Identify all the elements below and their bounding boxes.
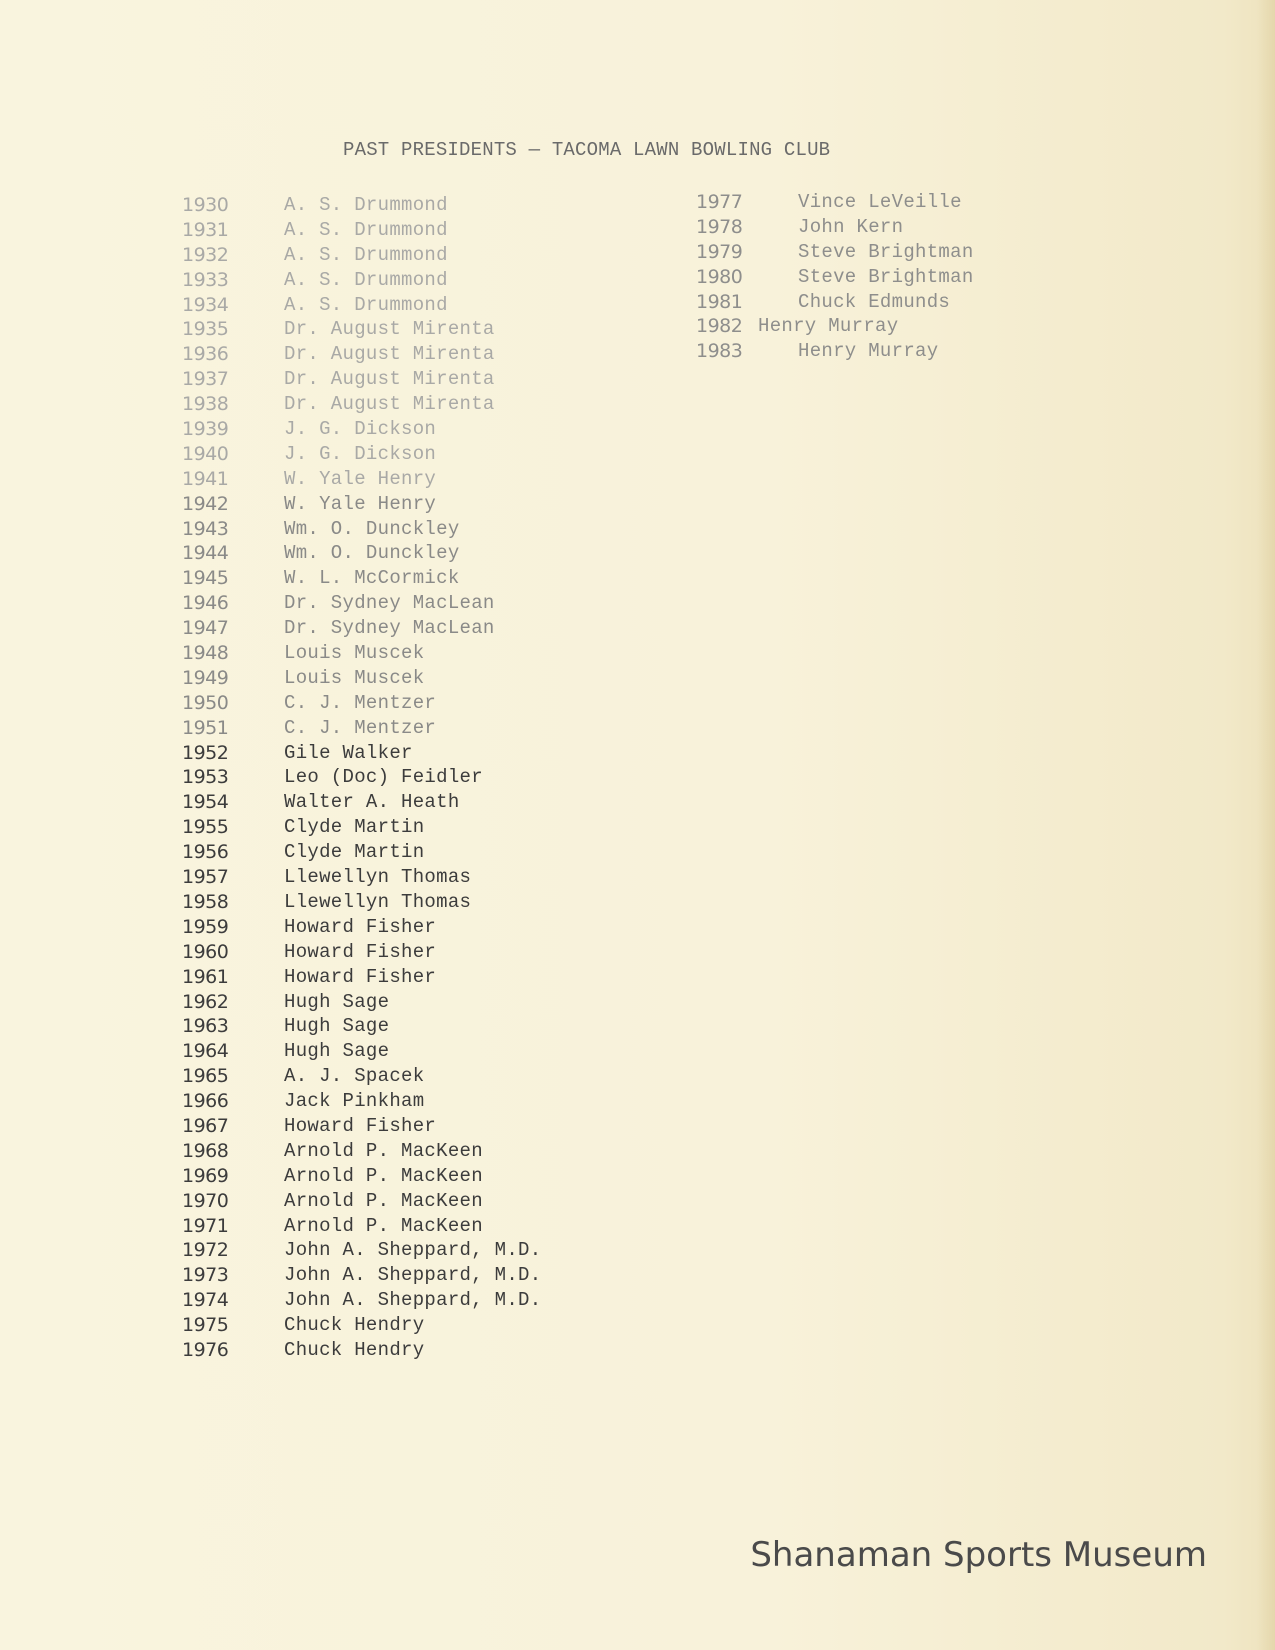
entry-name: Steve Brightman	[798, 240, 974, 263]
entry-name: W. L. McCormick	[284, 567, 460, 590]
entry-name: Arnold P. MacKeen	[284, 1139, 483, 1162]
entry-year: 1935	[182, 318, 229, 341]
presidents-list-left	[182, 193, 541, 1363]
president-entry	[182, 641, 541, 666]
entry-name: Arnold P. MacKeen	[284, 1164, 483, 1187]
entry-name: Steve Brightman	[798, 265, 974, 288]
president-entry	[696, 314, 974, 339]
president-entry	[182, 965, 541, 990]
entry-name: John A. Sheppard, M.D.	[284, 1239, 542, 1262]
entry-name: Hugh Sage	[284, 1040, 390, 1063]
president-entry	[696, 339, 974, 364]
president-entry	[182, 915, 541, 940]
president-entry	[696, 190, 974, 215]
entry-year: 1931	[182, 218, 229, 241]
president-entry	[182, 1238, 541, 1263]
president-entry	[182, 193, 541, 218]
entry-year: 1974	[182, 1289, 229, 1312]
entry-year: 1973	[182, 1264, 229, 1287]
entry-year: 1965	[182, 1065, 229, 1088]
entry-year: 1966	[182, 1090, 229, 1113]
president-entry	[182, 268, 541, 293]
entry-year: 1932	[182, 243, 229, 266]
entry-year: 1950	[182, 691, 229, 714]
president-entry	[182, 417, 541, 442]
entry-name: Vince LeVeille	[798, 191, 962, 213]
entry-year: 1936	[182, 343, 229, 366]
entry-year: 1941	[182, 467, 229, 490]
president-entry	[182, 815, 541, 840]
entry-name: C. J. Mentzer	[284, 691, 437, 714]
entry-year: 1955	[182, 816, 229, 839]
president-entry	[696, 265, 974, 290]
entry-year: 1972	[182, 1239, 229, 1262]
president-entry	[182, 616, 541, 641]
entry-name: W. Yale Henry	[284, 467, 437, 490]
entry-year: 1939	[182, 418, 229, 441]
president-entry	[182, 218, 541, 243]
entry-year: 1979	[696, 240, 743, 263]
entry-name: A. S. Drummond	[284, 293, 448, 316]
president-entry	[182, 317, 541, 342]
entry-year: 1942	[182, 492, 229, 515]
president-entry	[182, 865, 541, 890]
entry-year: 1951	[182, 716, 229, 739]
entry-year: 1982	[696, 315, 743, 338]
entry-name: Howard Fisher	[284, 1114, 437, 1137]
president-entry	[182, 442, 541, 467]
entry-year: 1952	[182, 741, 229, 764]
entry-name: Dr. August Mirenta	[284, 343, 495, 366]
entry-year: 1956	[182, 841, 229, 864]
entry-name: Clyde Martin	[284, 816, 425, 839]
president-entry	[182, 1288, 541, 1313]
entry-name: Dr. August Mirenta	[284, 318, 495, 341]
entry-year: 1958	[182, 890, 229, 913]
document-title: PAST PRESIDENTS — TACOMA LAWN BOWLING CLUB	[343, 139, 831, 161]
entry-name: Hugh Sage	[284, 990, 390, 1013]
president-entry	[182, 1214, 541, 1239]
entry-name: Dr. August Mirenta	[284, 368, 495, 391]
president-entry	[182, 243, 541, 268]
president-entry	[182, 1039, 541, 1064]
president-entry	[182, 1164, 541, 1189]
president-entry	[182, 1064, 541, 1089]
entry-name: Wm. O. Dunckley	[284, 542, 460, 565]
entry-year: 1938	[182, 393, 229, 416]
entry-name: A. S. Drummond	[284, 218, 448, 241]
entry-year: 1934	[182, 293, 229, 316]
president-entry	[182, 741, 541, 766]
president-entry	[182, 940, 541, 965]
entry-name: A. S. Drummond	[284, 194, 448, 216]
entry-name: J. G. Dickson	[284, 442, 437, 465]
president-entry	[182, 691, 541, 716]
entry-name: Howard Fisher	[284, 940, 437, 963]
entry-name: John A. Sheppard, M.D.	[284, 1264, 542, 1287]
president-entry	[182, 467, 541, 492]
president-entry	[696, 290, 974, 315]
president-entry	[182, 790, 541, 815]
president-entry	[696, 215, 974, 240]
entry-year: 1945	[182, 567, 229, 590]
entry-year: 1944	[182, 542, 229, 565]
entry-name: Walter A. Heath	[284, 791, 460, 814]
entry-year: 1969	[182, 1164, 229, 1187]
entry-year: 1948	[182, 642, 229, 665]
entry-year: 1976	[182, 1338, 229, 1361]
president-entry	[182, 293, 541, 318]
entry-year: 1957	[182, 866, 229, 889]
president-entry	[182, 716, 541, 741]
entry-year: 1980	[696, 265, 743, 288]
entry-year: 1981	[696, 290, 743, 313]
entry-name: Chuck Hendry	[284, 1338, 425, 1361]
president-entry	[182, 566, 541, 591]
entry-name: Leo (Doc) Feidler	[284, 766, 483, 789]
entry-year: 1946	[182, 592, 229, 615]
president-entry	[182, 1014, 541, 1039]
entry-year: 1975	[182, 1314, 229, 1337]
entry-name: Llewellyn Thomas	[284, 866, 472, 889]
museum-watermark: Shanaman Sports Museum	[750, 1535, 1207, 1575]
entry-name: W. Yale Henry	[284, 492, 437, 515]
entry-name: Dr. Sydney MacLean	[284, 617, 495, 640]
entry-name: Clyde Martin	[284, 841, 425, 864]
entry-name: A. S. Drummond	[284, 268, 448, 291]
president-entry	[182, 367, 541, 392]
entry-year: 1960	[182, 940, 229, 963]
entry-year: 1943	[182, 517, 229, 540]
president-entry	[182, 492, 541, 517]
entry-year: 1947	[182, 617, 229, 640]
entry-year: 1940	[182, 442, 229, 465]
entry-year: 1949	[182, 666, 229, 689]
president-entry	[182, 1338, 541, 1363]
entry-name: A. J. Spacek	[284, 1065, 425, 1088]
president-entry	[182, 342, 541, 367]
president-entry	[182, 1089, 541, 1114]
president-entry	[182, 890, 541, 915]
entry-name: Gile Walker	[284, 741, 413, 764]
entry-name: Howard Fisher	[284, 965, 437, 988]
entry-year: 1967	[182, 1114, 229, 1137]
entry-name: A. S. Drummond	[284, 243, 448, 266]
entry-year: 1933	[182, 268, 229, 291]
entry-year: 1970	[182, 1189, 229, 1212]
president-entry	[182, 990, 541, 1015]
president-entry	[182, 765, 541, 790]
president-entry	[182, 840, 541, 865]
president-entry	[182, 591, 541, 616]
entry-name: Wm. O. Dunckley	[284, 517, 460, 540]
entry-name: John A. Sheppard, M.D.	[284, 1289, 542, 1312]
entry-name: Hugh Sage	[284, 1015, 390, 1038]
president-entry	[182, 1189, 541, 1214]
entry-name: Llewellyn Thomas	[284, 890, 472, 913]
entry-year: 1963	[182, 1015, 229, 1038]
president-entry	[182, 1139, 541, 1164]
president-entry	[696, 240, 974, 265]
entry-year: 1964	[182, 1040, 229, 1063]
entry-year: 1954	[182, 791, 229, 814]
entry-year: 1968	[182, 1139, 229, 1162]
entry-name: Howard Fisher	[284, 915, 437, 938]
president-entry	[182, 392, 541, 417]
entry-name: Arnold P. MacKeen	[284, 1189, 483, 1212]
entry-name: Dr. Sydney MacLean	[284, 592, 495, 615]
entry-name: Henry Murray	[758, 315, 899, 338]
president-entry	[182, 1114, 541, 1139]
entry-name: Chuck Edmunds	[798, 290, 951, 313]
entry-name: C. J. Mentzer	[284, 716, 437, 739]
entry-name: Dr. August Mirenta	[284, 393, 495, 416]
president-entry	[182, 1313, 541, 1338]
entry-year: 1962	[182, 990, 229, 1013]
entry-name: J. G. Dickson	[284, 418, 437, 441]
entry-year: 1983	[696, 340, 743, 363]
presidents-list-right	[696, 190, 974, 364]
entry-year: 1930	[182, 194, 229, 216]
entry-name: John Kern	[798, 215, 904, 238]
entry-name: Chuck Hendry	[284, 1314, 425, 1337]
entry-year: 1959	[182, 915, 229, 938]
entry-year: 1953	[182, 766, 229, 789]
entry-year: 1978	[696, 215, 743, 238]
president-entry	[182, 517, 541, 542]
entry-year: 1971	[182, 1214, 229, 1237]
president-entry	[182, 666, 541, 691]
entry-name: Henry Murray	[798, 340, 939, 363]
page-edge-shadow	[1257, 0, 1275, 1650]
president-entry	[182, 541, 541, 566]
entry-name: Jack Pinkham	[284, 1090, 425, 1113]
entry-year: 1961	[182, 965, 229, 988]
entry-year: 1977	[696, 191, 743, 213]
president-entry	[182, 1263, 541, 1288]
entry-name: Arnold P. MacKeen	[284, 1214, 483, 1237]
entry-name: Louis Muscek	[284, 642, 425, 665]
entry-year: 1937	[182, 368, 229, 391]
entry-name: Louis Muscek	[284, 666, 425, 689]
